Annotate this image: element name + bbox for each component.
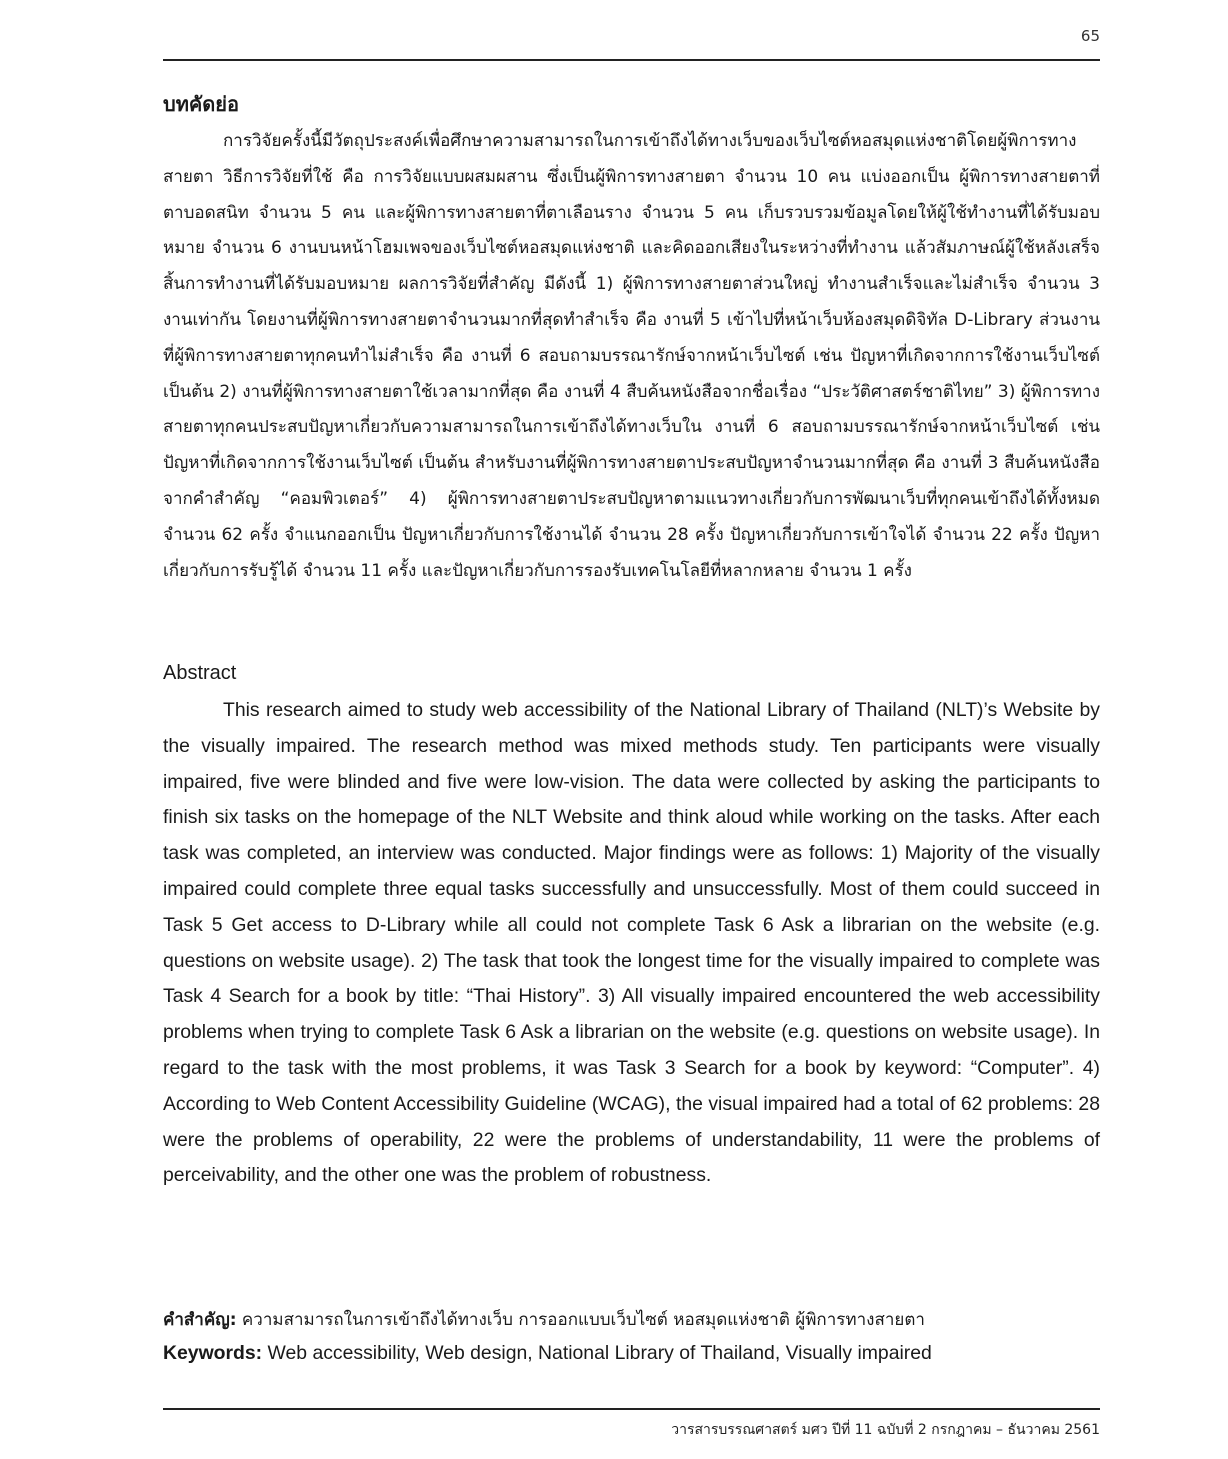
thai-keywords-line xyxy=(163,1306,1100,1333)
english-keywords-line xyxy=(163,1342,1100,1365)
page-number: 65 xyxy=(1080,27,1100,45)
thai-abstract-body: การวิจัยครั้งนี้มีวัตถุประสงค์เพื่อศึกษาความสามารถในการเข้าถึงได้ทางเว็บของเว็บไซต์หอสมุดแห่งชาติโดยผู้พิการทางสายตา วิธีการวิจัยที่ใช้ คือ การวิจัยแบบผสมผสาน ซึ่งเป็นผู้พิการทางสายตา จำนวน 10 คน แบ่งออกเป็น ผู้พิการทางสายตาที่ตาบอดสนิท จำนวน 5 คน และผู้พิการทางสายตาที่ตาเลือนราง จำนวน 5 คน เก็บรวบรวมข้อมูลโดยให้ผู้ใช้ทำงานที่ได้รับมอบหมาย จำนวน 6 งานบนหน้าโฮมเพจของเว็บไซต์หอสมุดแห่งชาติ และคิดออกเสียงในระหว่างที่ทำงาน แล้วสัมภาษณ์ผู้ใช้หลังเสร็จสิ้นการทำงานที่ได้รับมอบหมาย ผลการวิจัยที่สำคัญ มีดังนี้ 1) ผู้พิการทางสายตาส่วนใหญ่ ทำงานสำเร็จและไม่สำเร็จ จำนวน 3 งานเท่ากัน โดยงานที่ผู้พิการทางสายตาจำนวนมากที่สุดทำสำเร็จ คือ งานที่ 5 เข้าไปที่หน้าเว็บห้องสมุดดิจิทัล D-Library ส่วนงานที่ผู้พิการทางสายตาทุกคนทำไม่สำเร็จ คือ งานที่ 6 สอบถามบรรณารักษ์จากหน้าเว็บไซต์ เช่น ปัญหาที่เกิดจากการใช้งานเว็บไซต์ เป็นต้น 2) งานที่ผู้พิการทางสายตาใช้เวลามากที่สุด คือ งานที่ 4 สืบค้นหนังสือจากชื่อเรื่อง “ประวัติศาสตร์ชาติไทย” 3) ผู้พิการทางสายตาทุกคนประสบปัญหาเกี่ยวกับความสามารถในการเข้าถึงได้ทางเว็บใน งานที่ 6 สอบถามบรรณารักษ์จากหน้าเว็บไซต์ เช่น ปัญหาที่เกิดจากการใช้งานเว็บไซต์ เป็นต้น สำหรับงานที่ผู้พิการทางสายตาประสบปัญหาจำนวนมากที่สุด คือ งานที่ 3 สืบค้นหนังสือจากคำสำคัญ “คอมพิวเตอร์” 4) ผู้พิการทางสายตาประสบปัญหาตามแนวทางเกี่ยวกับการพัฒนาเว็บที่ทุกคนเข้าถึงได้ทั้งหมด จำนวน 62 ครั้ง จำแนกออกเป็น ปัญหาเกี่ยวกับการใช้งานได้ จำนวน 28 ครั้ง ปัญหาเกี่ยวกับการเข้าใจได้ จำนวน 22 ครั้ง ปัญหาเกี่ยวกับการรับรู้ได้ จำนวน 11 ครั้ง และปัญหาเกี่ยวกับการรองรับเทคโนโลยีที่หลากหลาย จำนวน 1 ครั้ง xyxy=(163,131,1100,581)
english-keywords-values: Web accessibility, Web design, National Library of Thailand, Visually impaired xyxy=(267,1342,932,1364)
thai-abstract-heading: บทคัดย่อ xyxy=(163,92,239,116)
english-abstract-heading: Abstract xyxy=(163,662,237,684)
thai-keywords-label: คำสำคัญ: xyxy=(163,1310,237,1330)
english-keywords-label: Keywords: xyxy=(163,1342,263,1364)
header-rule xyxy=(163,59,1100,61)
journal-citation: วารสารบรรณศาสตร์ มศว ปีที่ 11 ฉบับที่ 2 กรกฎาคม – ธันวาคม 2561 xyxy=(671,1422,1100,1438)
english-abstract-body: This research aimed to study web accessibility of the National Library of Thailand (NLT)’s Website by the visually impaired. The research method was mixed methods study. Ten participants were visually impaired, five were blinded and five were low-vision. The data were collected by asking the participants to finish six tasks on the homepage of the NLT Website and think aloud while working on the tasks. After each task was completed, an interview was conducted. Major findings were as follows: 1) Majority of the visually impaired could complete three equal tasks successfully and unsuccessfully. Most of them could succeed in Task 5 Get access to D-Library while all could not complete Task 6 Ask a librarian on the website (e.g. questions on website usage). 2) The task that took the longest time for the visually impaired to complete was Task 4 Search for a book by title: “Thai History”. 3) All visually impaired encountered the web accessibility problems when trying to complete Task 6 Ask a librarian on the website (e.g. questions on website usage). In regard to the task with the most problems, it was Task 3 Search for a book by keyword: “Computer”. 4) According to Web Content Accessibility Guideline (WCAG), the visual impaired had a total of 62 problems: 28 were the problems of operability, 22 were the problems of understandability, 11 were the problems of perceivability, and the other one was the problem of robustness. xyxy=(163,699,1100,1187)
thai-keywords-values: ความสามารถในการเข้าถึงได้ทางเว็บ การออกแบบเว็บไซต์ หอสมุดแห่งชาติ ผู้พิการทางสายตา xyxy=(241,1310,925,1330)
footer-rule xyxy=(163,1408,1100,1410)
